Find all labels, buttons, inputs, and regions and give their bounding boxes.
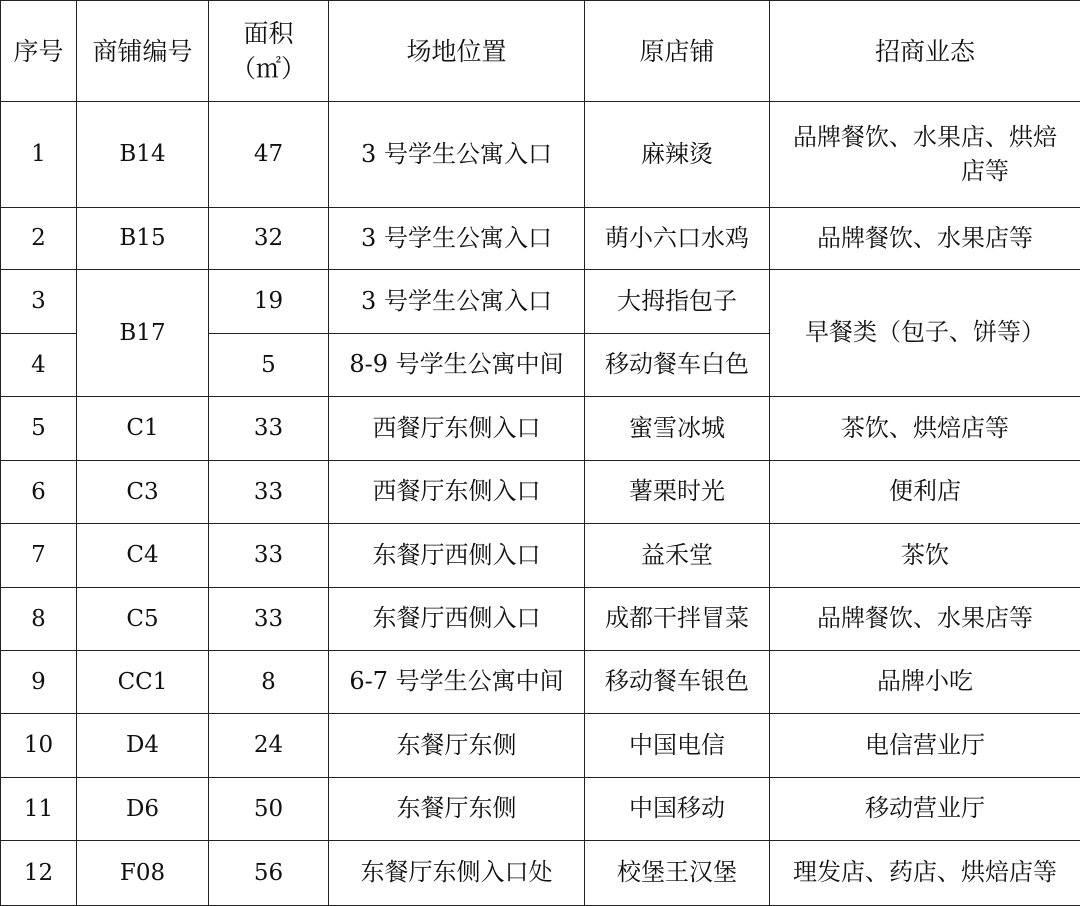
- row-no: 4: [1, 334, 77, 397]
- row-original: 薯栗时光: [585, 461, 770, 524]
- table-row: [1, 524, 1080, 588]
- row-location: 3 号学生公寓入口: [329, 102, 585, 208]
- row-original: 麻辣烫: [585, 102, 770, 208]
- row-location: 东餐厅东侧入口处: [329, 841, 585, 906]
- table-row: [1, 397, 1080, 461]
- row-business-line-2: 店等: [774, 155, 1076, 189]
- row-location: 东餐厅西侧入口: [329, 588, 585, 651]
- header-area: 面积（㎡）: [209, 1, 329, 102]
- table-row: [1, 651, 1080, 714]
- row-area: 33: [209, 397, 329, 461]
- row-location: 西餐厅东侧入口: [329, 461, 585, 524]
- row-business: 早餐类（包子、饼等）: [770, 270, 1080, 397]
- row-area: 8: [209, 651, 329, 714]
- table-row: [1, 461, 1080, 524]
- row-code: CC1: [77, 651, 209, 714]
- row-code: D6: [77, 778, 209, 841]
- row-no: 9: [1, 651, 77, 714]
- header-original: 原店铺: [585, 1, 770, 102]
- row-business-line-1: 品牌餐饮、水果店、烘焙: [774, 121, 1076, 155]
- row-no: 10: [1, 714, 77, 778]
- row-code: F08: [77, 841, 209, 906]
- row-area: 19: [209, 270, 329, 334]
- row-business: 理发店、药店、烘焙店等: [770, 841, 1080, 906]
- row-business: 电信营业厅: [770, 714, 1080, 778]
- row-location: 东餐厅西侧入口: [329, 524, 585, 588]
- row-business: 茶饮: [770, 524, 1080, 588]
- row-no: 1: [1, 102, 77, 208]
- row-business: 品牌小吃: [770, 651, 1080, 714]
- header-no: 序号: [1, 1, 77, 102]
- header-location: 场地位置: [329, 1, 585, 102]
- row-code: C1: [77, 397, 209, 461]
- row-area: 47: [209, 102, 329, 208]
- row-no: 11: [1, 778, 77, 841]
- row-location: 6-7 号学生公寓中间: [329, 651, 585, 714]
- table-row: [1, 588, 1080, 651]
- table-row: [1, 102, 1080, 208]
- header-code: 商铺编号: [77, 1, 209, 102]
- row-code: C5: [77, 588, 209, 651]
- row-business: [770, 102, 1080, 208]
- header-business: 招商业态: [770, 1, 1080, 102]
- header-row: [1, 1, 1080, 102]
- row-original: 中国移动: [585, 778, 770, 841]
- row-area: 33: [209, 461, 329, 524]
- row-code: B14: [77, 102, 209, 208]
- row-business: 品牌餐饮、水果店等: [770, 208, 1080, 270]
- row-area: 50: [209, 778, 329, 841]
- row-code: D4: [77, 714, 209, 778]
- table-row: [1, 270, 1080, 334]
- row-location: 东餐厅东侧: [329, 714, 585, 778]
- row-location: 3 号学生公寓入口: [329, 270, 585, 334]
- row-location: 3 号学生公寓入口: [329, 208, 585, 270]
- row-business: 便利店: [770, 461, 1080, 524]
- row-location: 8-9 号学生公寓中间: [329, 334, 585, 397]
- row-no: 8: [1, 588, 77, 651]
- row-original: 中国电信: [585, 714, 770, 778]
- table-row: [1, 778, 1080, 841]
- row-no: 7: [1, 524, 77, 588]
- row-no: 5: [1, 397, 77, 461]
- row-original: 移动餐车银色: [585, 651, 770, 714]
- row-no: 6: [1, 461, 77, 524]
- row-original: 移动餐车白色: [585, 334, 770, 397]
- row-business: 品牌餐饮、水果店等: [770, 588, 1080, 651]
- table-row: [1, 841, 1080, 906]
- row-business: 移动营业厅: [770, 778, 1080, 841]
- row-code: C3: [77, 461, 209, 524]
- table-row: [1, 714, 1080, 778]
- row-no: 3: [1, 270, 77, 334]
- row-original: 大拇指包子: [585, 270, 770, 334]
- row-original: 蜜雪冰城: [585, 397, 770, 461]
- row-no: 12: [1, 841, 77, 906]
- row-code: C4: [77, 524, 209, 588]
- row-location: 东餐厅东侧: [329, 778, 585, 841]
- row-code: B17: [77, 270, 209, 397]
- row-no: 2: [1, 208, 77, 270]
- row-original: 益禾堂: [585, 524, 770, 588]
- row-area: 56: [209, 841, 329, 906]
- row-area: 5: [209, 334, 329, 397]
- row-area: 32: [209, 208, 329, 270]
- row-location: 西餐厅东侧入口: [329, 397, 585, 461]
- row-area: 33: [209, 588, 329, 651]
- row-original: 校堡王汉堡: [585, 841, 770, 906]
- row-original: 成都干拌冒菜: [585, 588, 770, 651]
- row-code: B15: [77, 208, 209, 270]
- row-area: 33: [209, 524, 329, 588]
- table-row: [1, 208, 1080, 270]
- row-area: 24: [209, 714, 329, 778]
- row-original: 萌小六口水鸡: [585, 208, 770, 270]
- row-business: 茶饮、烘焙店等: [770, 397, 1080, 461]
